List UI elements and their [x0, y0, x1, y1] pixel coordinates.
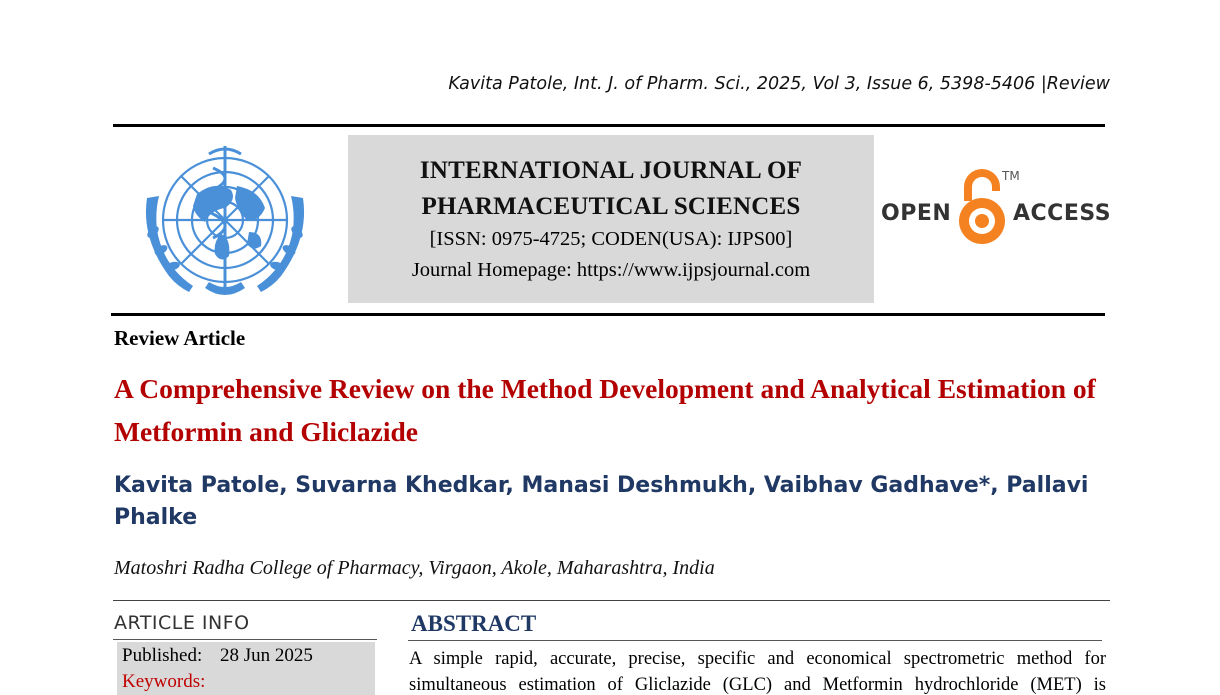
journal-issn: [ISSN: 0975-4725; CODEN(USA): IJPS00] — [429, 228, 793, 250]
header-rule-bottom — [111, 313, 1105, 316]
header-rule-top — [113, 124, 1105, 127]
published-row — [122, 645, 313, 667]
open-access-logo — [878, 165, 1112, 255]
emblem-logo — [125, 138, 325, 308]
published-date: 28 Jun 2025 — [220, 645, 313, 666]
article-title: A Comprehensive Review on the Method Development and Analytical Estimation of Metformin and Gliclazide — [114, 373, 1096, 447]
running-head: Kavita Patole, Int. J. of Pharm. Sci., 2025, Vol 3, Issue 6, 5398-5406 |Review — [448, 74, 1110, 94]
section-divider — [113, 600, 1110, 601]
keywords-label: Keywords: — [122, 671, 206, 692]
published-label: Published: — [122, 645, 203, 666]
author-list: Kavita Patole, Suvarna Khedkar, Manasi Deshmukh, Vaibhav Gadhave*, Pallavi Phalke — [114, 473, 1089, 530]
open-access-access-text: ACCESS — [1013, 201, 1112, 226]
affiliation: Matoshri Radha College of Pharmacy, Virgaon, Akole, Maharashtra, India — [114, 557, 715, 579]
article-type: Review Article — [114, 326, 246, 350]
journal-homepage: Journal Homepage: https://www.ijpsjournal.com — [411, 259, 811, 281]
article-info-heading: ARTICLE INFO — [114, 612, 250, 634]
article-info-rule — [113, 639, 377, 640]
journal-title-line2: PHARMACEUTICAL SCIENCES — [421, 193, 801, 220]
open-access-open-text: OPEN — [881, 201, 952, 226]
abstract-rule — [408, 640, 1102, 641]
journal-masthead — [348, 135, 874, 303]
journal-title-line1: INTERNATIONAL JOURNAL OF — [419, 157, 803, 184]
abstract-heading: ABSTRACT — [411, 611, 537, 636]
open-access-tm: TM — [1002, 169, 1020, 183]
journal-title — [348, 153, 874, 225]
abstract-text: A simple rapid, accurate, precise, specific and economical spectrometric method for simultaneous estimation of Gliclazide (GLC) and Metformin hydrochloride (MET) is — [409, 649, 1106, 695]
